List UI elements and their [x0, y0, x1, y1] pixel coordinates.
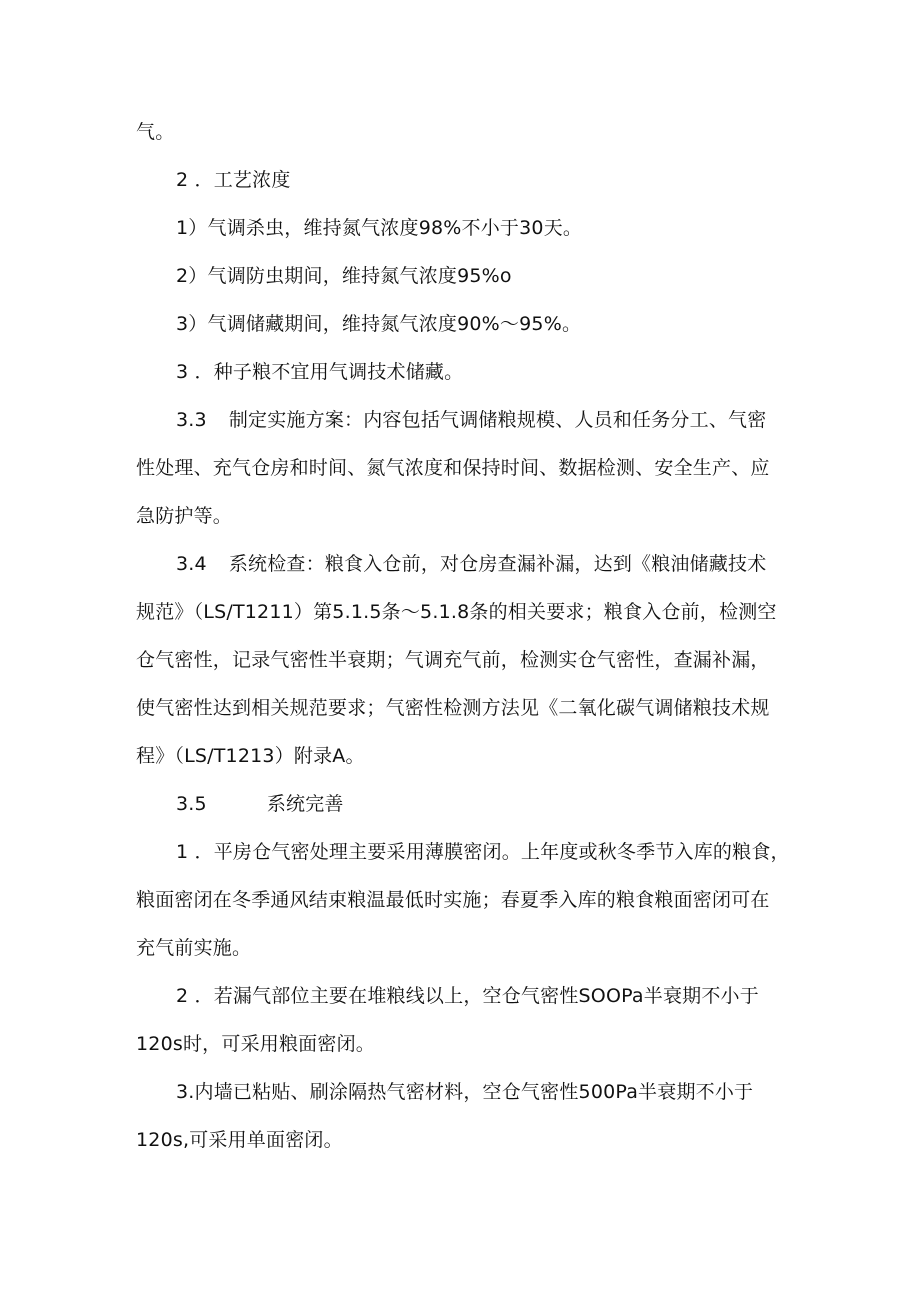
paragraph-item-2-line-2: 120s时，可采用粮面密闭。: [136, 1033, 375, 1055]
paragraph-3-4-line-3: 仓气密性，记录气密性半衰期；气调充气前，检测实仓气密性，查漏补漏，: [136, 649, 770, 671]
paragraph-item-2-line-1: 2 ．若漏气部位主要在堆粮线以上，空仓气密性SOOPa半衰期不小于: [176, 985, 759, 1007]
section-number-3-4: 3.4: [176, 553, 207, 575]
paragraph-3-3-line-3: 急防护等。: [136, 505, 233, 527]
paragraph-seed-grain: 3 ．种子粮不宜用气调技术储藏。: [176, 361, 464, 383]
list-item-3: 3）气调储藏期间，维持氮气浓度90%～95%。: [176, 313, 582, 335]
paragraph-3-3-line-2: 性处理、充气仓房和时间、氮气浓度和保持时间、数据检测、安全生产、应: [136, 457, 770, 479]
section-number-3-3: 3.3: [176, 409, 207, 431]
paragraph-item-1-line-3: 充气前实施。: [136, 937, 252, 959]
paragraph-3-4-first-line: [176, 552, 766, 576]
paragraph-item-3-line-1: 3.内墙已粘贴、刷涂隔热气密材料，空仓气密性500Pa半衰期不小于: [176, 1081, 754, 1103]
heading-process-concentration: 2 ．工艺浓度: [176, 169, 291, 191]
paragraph-item-1-line-2: 粮面密闭在冬季通风结束粮温最低时实施；春夏季入库的粮食粮面密闭可在: [136, 889, 770, 911]
section-3-3-text: 制定实施方案：内容包括气调储粮规模、人员和任务分工、气密: [228, 409, 767, 431]
section-3-5-title: 系统完善: [266, 793, 344, 815]
paragraph-3-4-line-2: 规范》（LS/T1211）第5.1.5条～5.1.8条的相关要求；粮食入仓前，检测空: [136, 601, 777, 623]
paragraph-3-4-line-4: 使气密性达到相关规范要求；气密性检测方法见《二氧化碳气调储粮技术规: [136, 697, 770, 719]
paragraph-3-3-first-line: [176, 408, 766, 432]
list-item-1: 1）气调杀虫，维持氮气浓度98%不小于30天。: [176, 217, 583, 239]
paragraph-3-4-line-5: 程》（LS/T1213）附录A。: [136, 745, 365, 767]
section-number-3-5: 3.5: [176, 793, 207, 815]
text-line-continuation: 气。: [136, 121, 175, 143]
list-item-2: 2）气调防虫期间，维持氮气浓度95%o: [176, 265, 512, 287]
paragraph-item-1-line-1: 1 ．平房仓气密处理主要采用薄膜密闭。上年度或秋冬季节入库的粮食，: [176, 841, 790, 863]
paragraph-item-3-line-2: 120s,可采用单面密闭。: [136, 1129, 343, 1151]
section-3-4-text: 系统检查：粮食入仓前，对仓房查漏补漏，达到《粮油储藏技术: [228, 553, 767, 575]
section-3-5-heading: [176, 792, 344, 816]
